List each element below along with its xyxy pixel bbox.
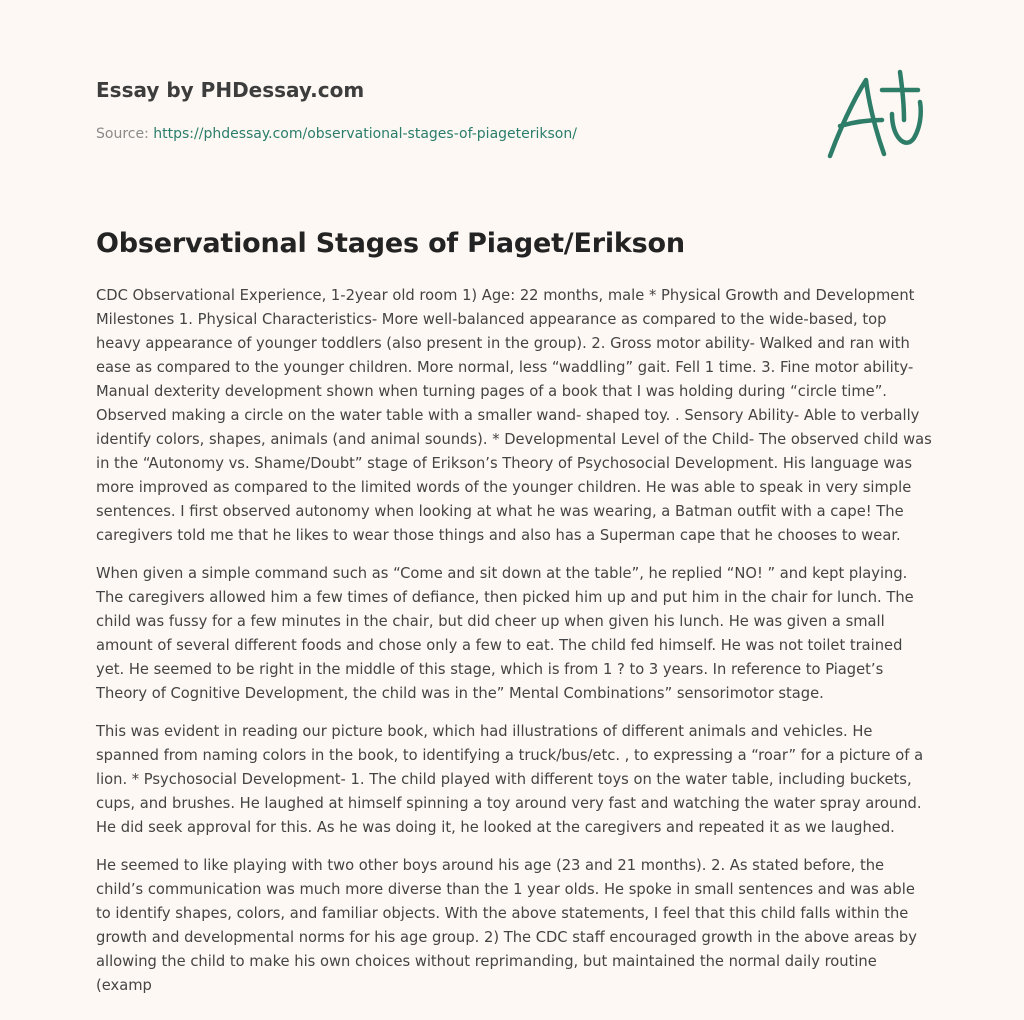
source-link[interactable]: https://phdessay.com/observational-stages-of-piageterikson/ bbox=[153, 126, 577, 142]
a-plus-logo-graphic bbox=[822, 68, 928, 164]
a-plus-logo bbox=[822, 68, 928, 164]
article-paragraph: When given a simple command such as “Come and sit down at the table”, he replied “NO! ” and kept playing. The caregivers allowed him a few times of defiance, then picked him up and put him in the chair for lunch. The child was fussy for a few minutes in the chair, but did cheer up when given his lunch. He was given a small amount of several different foods and chose only a few to eat. The child fed himself. He was not toilet trained yet. He seemed to be right in the middle of this stage, which is from 1 ? to 3 years. In reference to Piaget’s Theory of Cognitive Development, the child was in the” Mental Combinations” sensorimotor stage. bbox=[96, 565, 914, 702]
source-line bbox=[96, 124, 796, 144]
article-title: Observational Stages of Piaget/Erikson bbox=[96, 228, 685, 259]
source-label: Source: bbox=[96, 126, 154, 142]
site-brand: Essay by PHDessay.com bbox=[96, 78, 365, 102]
article-paragraph: This was evident in reading our picture book, which had illustrations of different animals and vehicles. He spanned from naming colors in the book, to identifying a truck/bus/etc. , to expressing a “roar” for a picture of a lion. * Psychosocial Development- 1. The child played with different toys on the water table, including buckets, cups, and brushes. He laughed at himself spinning a toy around very fast and watching the water spray around. He did seek approval for this. As he was doing it, he looked at the caregivers and repeated it as we laughed. bbox=[96, 723, 924, 836]
article-paragraph: He seemed to like playing with two other boys around his age (23 and 21 months). 2. As stated before, the child’s communication was much more diverse than the 1 year olds. He spoke in small sentences and was able to identify shapes, colors, and familiar objects. With the above statements, I feel that this child falls within the growth and developmental norms for his age group. 2) The CDC staff encouraged growth in the above areas by allowing the child to make his own choices without reprimanding, but maintained the normal daily routine (examp bbox=[96, 857, 917, 994]
article-body bbox=[96, 284, 934, 1012]
article-paragraph: CDC Observational Experience, 1-2year old room 1) Age: 22 months, male * Physical Growth and Development Milestones 1. Physical Characteristics- More well-balanced appearance as compared to the wide-based, top heavy appearance of younger toddlers (also present in the group). 2. Gross motor ability- Walked and ran with ease as compared to the younger children. More normal, less “waddling” gait. Fell 1 time. 3. Fine motor ability- Manual dexterity development shown when turning pages of a book that I was holding during “circle time”. Observed making a circle on the water table with a smaller wand- shaped toy. . Sensory Ability- Able to verbally identify colors, shapes, animals (and animal sounds). * Developmental Level of the Child- The observed child was in the “Autonomy vs. Shame/Doubt” stage of Erikson’s Theory of Psychosocial Development. His language was more improved as compared to the limited words of the younger children. He was able to speak in very simple sentences. I first observed autonomy when looking at what he was wearing, a Batman outfit with a cape! The caregivers told me that he likes to wear those things and also has a Superman cape that he chooses to wear. bbox=[96, 287, 932, 544]
site-header bbox=[96, 76, 796, 144]
